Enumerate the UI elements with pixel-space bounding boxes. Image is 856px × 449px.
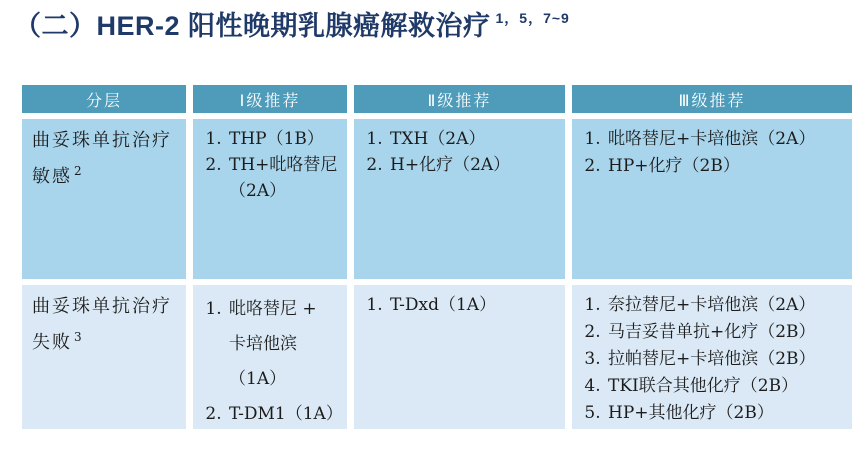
column-header-tier2: Ⅱ级推荐 <box>354 85 565 113</box>
stratum-footnote-ref: 2 <box>74 164 82 178</box>
recommendation-item: 2. TH+吡咯替尼（2A） <box>227 152 339 204</box>
stratum-cell-sensitive <box>22 119 186 279</box>
column-header-stratum: 分层 <box>22 85 186 113</box>
tier3-cell-failed <box>572 285 852 429</box>
column-header-tier3: Ⅲ级推荐 <box>572 85 852 113</box>
tier2-cell-sensitive <box>354 119 565 279</box>
page-title <box>14 4 570 43</box>
recommendation-item: 2. T-DM1（1A） <box>227 397 339 429</box>
column-header-tier1: Ⅰ级推荐 <box>193 85 347 113</box>
recommendation-item: 2. H+化疗（2A） <box>388 152 557 178</box>
recommendation-item: 1. T-Dxd（1A） <box>388 292 557 318</box>
recommendation-item: 2. HP+化疗（2B） <box>606 153 844 180</box>
page-title-text: （二）HER-2 阳性晚期乳腺癌解救治疗 <box>14 11 491 41</box>
tier3-list-failed <box>582 292 844 427</box>
recommendation-item: 5. HP+其他化疗（2B） <box>606 400 844 427</box>
tier1-list-failed <box>203 292 343 429</box>
recommendation-item: 1. 奈拉替尼+卡培他滨（2A） <box>606 292 844 319</box>
recommendation-item: 2. 马吉妥昔单抗+化疗（2B） <box>606 319 844 346</box>
tier2-list-failed <box>364 292 557 318</box>
recommendation-item: 3. 拉帕替尼+卡培他滨（2B） <box>606 346 844 373</box>
tier1-cell-failed <box>193 285 347 429</box>
stratum-text: 曲妥珠单抗治疗失败 <box>32 296 172 353</box>
tier1-cell-sensitive <box>193 119 347 279</box>
recommendation-item: 1. TXH（2A） <box>388 126 557 152</box>
tier1-list-sensitive <box>203 126 339 204</box>
tier2-cell-failed <box>354 285 565 429</box>
recommendation-item: 4. TKI联合其他化疗（2B） <box>606 373 844 400</box>
recommendation-item: 1. 吡咯替尼+卡培他滨（2A） <box>606 126 844 153</box>
tier2-list-sensitive <box>364 126 557 178</box>
recommendation-item: 1. 吡咯替尼 + 卡培他滨（1A） <box>227 292 339 397</box>
page-title-superscript: 1，5，7~9 <box>495 10 570 26</box>
tier3-list-sensitive <box>582 126 844 180</box>
stratum-footnote-ref: 3 <box>74 330 82 344</box>
recommendation-item: 1. THP（1B） <box>227 126 339 152</box>
recommendation-table <box>22 85 852 429</box>
stratum-cell-failed <box>22 285 186 429</box>
tier3-cell-sensitive <box>572 119 852 279</box>
stratum-text: 曲妥珠单抗治疗敏感 <box>32 130 172 187</box>
